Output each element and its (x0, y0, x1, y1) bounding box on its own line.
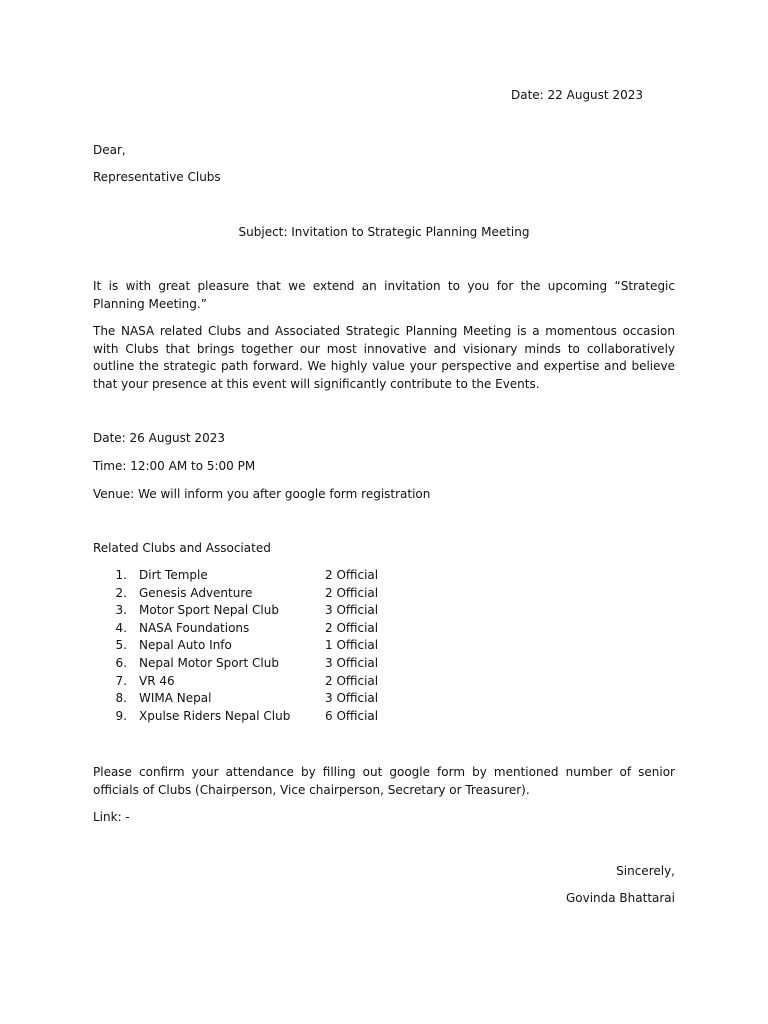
club-name: Dirt Temple (139, 568, 208, 582)
list-item (93, 602, 513, 620)
club-number: 1. (115, 568, 127, 582)
list-item (93, 708, 513, 726)
list-item (93, 567, 513, 585)
club-number: 5. (115, 638, 127, 653)
list-item (93, 585, 513, 603)
recipient: Representative Clubs (93, 170, 221, 184)
list-item (93, 655, 513, 673)
club-officials: 6 Official (325, 708, 379, 723)
club-officials: 2 Official (325, 585, 379, 600)
letter-date: Date: 22 August 2023 (511, 88, 643, 102)
club-name: WIMA Nepal (139, 691, 212, 706)
club-name: Nepal Motor Sport Club (139, 655, 279, 670)
list-item (93, 637, 513, 655)
event-date: Date: 26 August 2023 (93, 431, 225, 445)
club-number: 8. (115, 691, 127, 706)
club-number: 6. (115, 655, 127, 670)
club-number: 4. (115, 620, 127, 635)
club-officials: 3 Official (325, 691, 379, 706)
paragraph-invitation: It is with great pleasure that we extend an invitation to you for the upcoming “Strategic Planning Meeting.” (93, 279, 675, 311)
club-number: 3. (115, 603, 127, 618)
club-officials: 3 Official (325, 603, 379, 618)
club-officials: 2 Official (325, 673, 379, 688)
event-venue: Venue: We will inform you after google form registration (93, 487, 431, 501)
clubs-heading: Related Clubs and Associated (93, 541, 271, 555)
club-name: Nepal Auto Info (139, 638, 232, 653)
club-name: Motor Sport Nepal Club (139, 603, 279, 618)
list-item (93, 690, 513, 708)
club-number: 7. (115, 673, 127, 688)
salutation: Dear, (93, 143, 126, 157)
club-name: VR 46 (139, 673, 175, 688)
club-officials: 1 Official (325, 638, 379, 653)
link-line: Link: - (93, 810, 130, 824)
closing: Sincerely, (616, 864, 675, 878)
club-name: Genesis Adventure (139, 585, 253, 600)
paragraph-meeting-description: The NASA related Clubs and Associated Strategic Planning Meeting is a momentous occasion with Clubs that brings together our most innovative and visionary minds to collaboratively outline the strategic path forward. We highly value your perspective and expertise and believe that your presence at this event will significantly contribute to the Events. (93, 324, 675, 391)
event-time: Time: 12:00 AM to 5:00 PM (93, 459, 256, 473)
list-item (93, 620, 513, 638)
signatory-name: Govinda Bhattarai (565, 891, 675, 905)
club-name: NASA Foundations (139, 620, 250, 635)
club-name: Xpulse Riders Nepal Club (139, 708, 291, 723)
club-number: 2. (115, 585, 127, 600)
club-number: 9. (115, 708, 127, 723)
subject-line: Subject: Invitation to Strategic Planning Meeting (238, 225, 530, 239)
club-officials: 3 Official (325, 655, 379, 670)
club-officials: 2 Official (325, 568, 379, 582)
paragraph-confirm-attendance: Please confirm your attendance by filling out google form by mentioned number of senior officials of Clubs (Chairperson, Vice chairperson, Secretary or Treasurer). (93, 765, 675, 797)
club-officials: 2 Official (325, 620, 379, 635)
list-item (93, 673, 513, 691)
clubs-list (93, 567, 513, 725)
